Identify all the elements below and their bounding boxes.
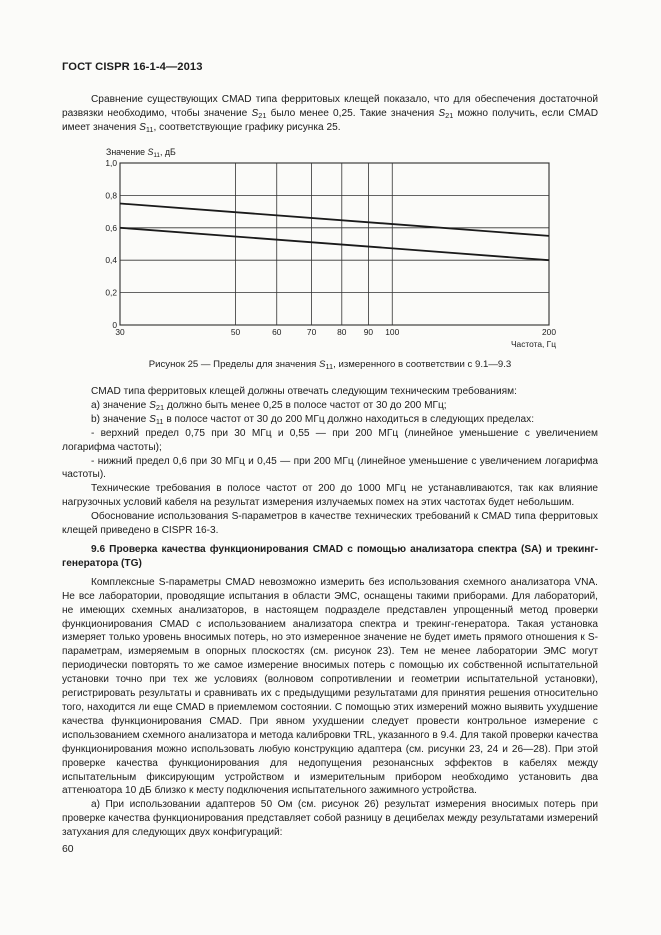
x-tick-label: 200 xyxy=(542,327,556,337)
series-line xyxy=(120,204,549,236)
figure-caption: Рисунок 25 — Пределы для значения $S_{11}$, измеренного в соответствии с 9.1—9.3 xyxy=(148,359,512,371)
req-basis-note: Обоснование использования S-параметров в качестве технических требований к CMAD типа ферритовых клещей приведено в CISPR 16-3. xyxy=(62,511,598,537)
section-paragraph-1: Комплексные S-параметры CMAD невозможно измерить без использования схемного анализатора VNA. Не все лаборатории, проводящие испытания в области ЭМС, оснащены такими приборами. Для лабораторий, не имеющих схемных анализаторов, в настоящем подразделе представлен упрощенный метод проверки функционирования CMAD с использованием анализатора спектра и трекинг-генератора. Такая установка измеряет только уровень вносимых потерь, но это измеренное значение не будет иметь прямого отношения к S-параметрам, измеряемым в опорных плоскостях (см. рисунок 23). Тем не менее лаборатории ЭМС могут периодически повторять то же самое измерение вносимых потерь с помощью их собственной испытательной установки точно при тех же условиях (волновом сопротивлении и геометрии испытательной установки), регистрировать результаты и сравнивать их с предыдущими результатами для принятия решения относительно того, находится ли еще CMAD в приемлемом состоянии. С помощью этих измерений можно выявить ухудшение качества функционирования CMAD. При явном ухудшении следует провести контрольное измерение с использованием схемного анализатора и метода калибровки TRL, указанного в 9.4. Для такой проверки качества функционирования можно использовать любую конструкцию адаптера (см. рисунки 23, 24 и 26—28). При этой проверке качества функционирования для недопущения резонансных эффектов в кабелях между испытательным фиксирующим устройством и измерительным прибором необходимо установить два аттенюатора 10 дБ близко к месту подключения испытательного зажимного устройства. xyxy=(62,576,598,797)
series-line xyxy=(120,228,549,260)
y-tick-label: 0,4 xyxy=(105,255,117,266)
x-tick-label: 90 xyxy=(363,327,374,337)
intro-paragraph: Сравнение существующих CMAD типа ферритовых клещей показало, что для обеспечения достаточной развязки необходимо, чтобы значение $S_{21}$ было менее 0,25. Такие значения $S_{21}$ можно получить, если CMAD имеет значения $S_{11}$, соответствующие графику рисунка 25. xyxy=(62,94,599,134)
y-tick-label: 0 xyxy=(112,320,117,330)
x-tick-label: 80 xyxy=(337,327,347,337)
page-number: 60 xyxy=(62,844,74,855)
req-item-a: a) значение $S_{21}$ должно быть менее 0,25 в полосе частот от 30 до 200 МГц; xyxy=(91,399,447,412)
section-heading: 9.6 Проверка качества функционирования CMAD с помощью анализатора спектра (SA) и трекинг-генератора (TG) xyxy=(62,544,598,569)
y-tick-label: 0,8 xyxy=(105,190,117,201)
s11-limits-chart xyxy=(0,0,661,355)
chart-xlabel: Частота, Гц xyxy=(510,339,556,349)
document-header: ГОСТ CISPR 16-1-4—2013 xyxy=(62,61,203,73)
req-intro: CMAD типа ферритовых клещей должны отвечать следующим техническим требованиям: xyxy=(91,386,517,397)
y-tick-label: 0,2 xyxy=(105,287,117,298)
section-paragraph-2: a) При использовании адаптеров 50 Ом (см. рисунок 26) результат измерения вносимых потерь при проверке качества функционирования представляет собой разницу в децибелах между результатами измерений затухания для следующих двух конфигураций: xyxy=(62,799,598,839)
y-tick-label: 1,0 xyxy=(105,158,117,168)
x-tick-label: 50 xyxy=(230,327,241,337)
req-tech-note: Технические требования в полосе частот от 200 до 1000 МГц не устанавливаются, так как влияние нагрузочных условий кабеля на результат измерения излучаемых помех на этих частотах будет небольшим. xyxy=(62,483,598,509)
y-tick-label: 0,6 xyxy=(105,222,117,233)
requirements-block xyxy=(62,385,598,538)
req-upper-limit: - верхний предел 0,75 при 30 МГц и 0,55 — при 200 МГц (линейное уменьшение с увеличением логарифма частоты); xyxy=(62,427,598,453)
x-tick-label: 70 xyxy=(306,327,317,337)
section-9-6 xyxy=(62,543,598,840)
x-tick-label: 60 xyxy=(272,327,282,337)
x-tick-label: 30 xyxy=(115,327,125,337)
req-lower-limit: - нижний предел 0,6 при 30 МГц и 0,45 — при 200 МГц (линейное уменьшение с увеличением логарифма частоты). xyxy=(62,455,598,481)
chart-ylabel: Значение $S_{11}$, дБ xyxy=(106,147,176,159)
req-item-b: b) значение $S_{11}$ в полосе частот от 30 до 200 МГц должно находиться в следующих пределах: xyxy=(91,413,535,426)
x-tick-label: 100 xyxy=(385,327,400,337)
